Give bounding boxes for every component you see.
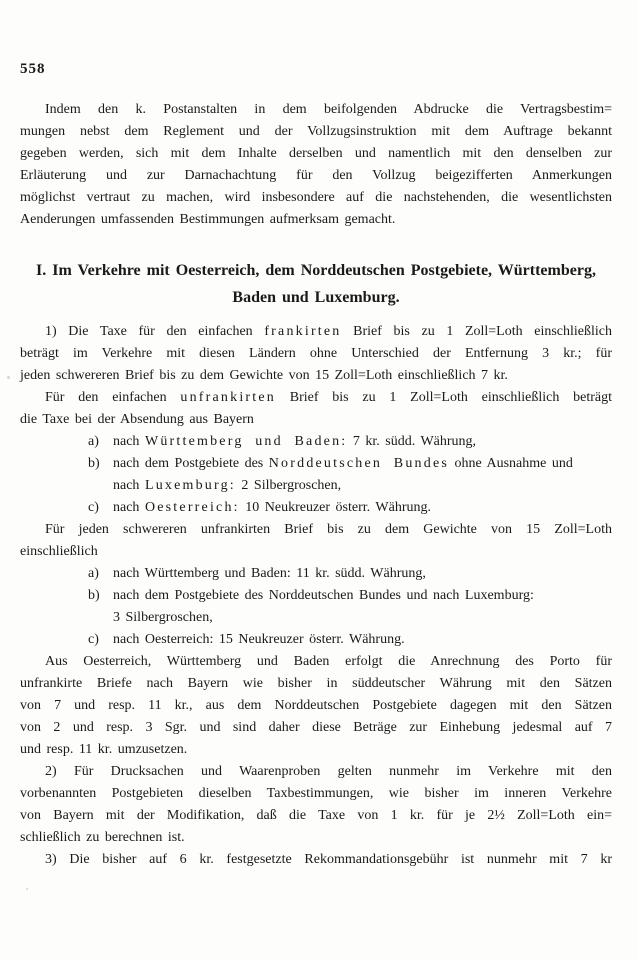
text-segment: 3 Silbergroschen, <box>113 610 213 625</box>
text-segment: die Taxe bei der Absendung aus Bayern <box>20 412 254 427</box>
text-line <box>113 607 612 629</box>
list-item <box>20 629 612 651</box>
text-line <box>20 187 612 209</box>
text-line <box>113 585 612 607</box>
paragraph-unfranked-heavy <box>20 519 612 563</box>
text-line <box>20 739 612 761</box>
rate-list-heavy <box>20 563 612 651</box>
text-line <box>20 717 612 739</box>
list-item-label: b) <box>88 588 100 603</box>
text-segment: 3) Die bisher auf 6 kr. festgesetzte Rekommandationsgebühr ist nunmehr mit 7 kr <box>45 852 612 867</box>
text-segment: beträgt im Verkehre mit diesen Ländern ohne Unterschied der Entfernung 3 kr.; für <box>20 346 612 361</box>
text-segment: Für den einfachen <box>45 390 181 405</box>
section-heading-line: I. Im Verkehre mit Oesterreich, dem Norddeutschen Postgebiete, Württemberg, <box>36 262 596 279</box>
text-line <box>20 541 612 563</box>
section-heading-line: Baden und Luxemburg. <box>232 289 400 306</box>
list-item-label: a) <box>88 566 99 581</box>
text-line <box>20 321 612 343</box>
text-segment: nach dem Postgebiete des <box>113 456 269 471</box>
text-line <box>113 563 612 585</box>
text-segment: Für jeden schwereren unfrankirten Brief bis zu dem Gewichte von 15 Zoll=Loth <box>45 522 612 537</box>
text-line <box>20 209 612 231</box>
list-item <box>20 453 612 497</box>
text-line <box>20 695 612 717</box>
text-line <box>113 475 612 497</box>
list-item-label: b) <box>88 456 100 471</box>
text-segment: Aenderungen umfassenden Bestimmungen aufmerksam gemacht. <box>20 212 396 227</box>
text-line <box>113 431 612 453</box>
list-item <box>20 431 612 453</box>
text-segment: 2) Für Drucksachen und Waarenproben gelten nunmehr im Verkehre mit den <box>45 764 612 779</box>
text-segment: nach Württemberg und Baden: 11 kr. südd. Währung, <box>113 566 426 581</box>
emphasized-word: Luxemburg: <box>144 478 236 493</box>
text-line <box>20 761 612 783</box>
text-line <box>20 409 612 431</box>
text-line <box>20 121 612 143</box>
text-segment: jeden schwereren Brief bis zu dem Gewichte von 15 Zoll=Loth einschließlich 7 kr. <box>20 368 508 383</box>
paragraph-tax-3 <box>20 849 612 871</box>
text-line <box>20 365 612 387</box>
text-segment: ohne Ausnahme und <box>449 456 573 471</box>
text-segment: 10 Neukreuzer österr. Währung. <box>239 500 431 515</box>
text-line <box>20 143 612 165</box>
section-heading <box>20 257 612 311</box>
text-segment: Aus Oesterreich, Württemberg und Baden erfolgt die Anrechnung des Porto für <box>45 654 612 669</box>
text-line <box>20 343 612 365</box>
text-line <box>113 497 612 519</box>
list-item <box>20 563 612 585</box>
emphasized-word: Württemberg und Baden: <box>144 434 348 449</box>
text-line <box>20 827 612 849</box>
text-segment: 7 kr. südd. Währung, <box>347 434 477 449</box>
paragraph-tax-2 <box>20 761 612 849</box>
text-line <box>20 519 612 541</box>
text-segment: nach dem Postgebiete des Norddeutschen Bundes und nach Luxemburg: <box>113 588 534 603</box>
text-segment: Indem den k. Postanstalten in dem beifolgenden Abdrucke die Vertragsbestim= <box>45 102 612 117</box>
text-segment: nach <box>113 434 145 449</box>
list-item-label: a) <box>88 434 99 449</box>
text-segment: vorbenannten Postgebieten dieselben Taxbestimmungen, wie bisher im inneren Verkehre <box>20 786 612 801</box>
text-segment: Brief bis zu 1 Zoll=Loth einschließlich <box>341 324 612 339</box>
text-line <box>113 629 612 651</box>
text-segment: Erläuterung und zur Darnachachtung für den Vollzug beigezifferten Anmerkungen <box>20 168 612 183</box>
text-segment: Brief bis zu 1 Zoll=Loth einschließlich beträgt <box>275 390 612 405</box>
text-segment: 1) Die Taxe für den einfachen <box>45 324 265 339</box>
text-segment: schließlich zu berechnen ist. <box>20 830 185 845</box>
emphasized-word: unfrankirten <box>180 390 276 405</box>
text-segment: mungen nebst dem Reglement und der Vollzugsinstruktion mit dem Auftrage bekannt <box>20 124 612 139</box>
paragraph-unfranked-simple <box>20 387 612 431</box>
rate-list-simple <box>20 431 612 519</box>
text-segment: von Bayern mit der Modifikation, daß die Taxe von 1 kr. für je 2½ Zoll=Loth ein= <box>20 808 612 823</box>
scan-speck <box>7 376 10 379</box>
list-item <box>20 497 612 519</box>
text-segment: unfrankirte Briefe nach Bayern wie bisher in süddeutscher Währung mit den Sätzen <box>20 676 612 691</box>
text-segment: von 7 und resp. 11 kr., aus dem Norddeutschen Postgebiete dagegen mit den Sätzen <box>20 698 612 713</box>
text-line <box>20 165 612 187</box>
list-item-label: c) <box>88 632 99 647</box>
text-line <box>20 673 612 695</box>
text-line <box>20 99 612 121</box>
emphasized-word: Oesterreich: <box>144 500 240 515</box>
paragraph-conversion <box>20 651 612 761</box>
text-segment: nach Oesterreich: 15 Neukreuzer österr. Währung. <box>113 632 405 647</box>
text-segment: und resp. 11 kr. umzusetzen. <box>20 742 188 757</box>
emphasized-word: Norddeutschen Bundes <box>268 456 450 471</box>
text-line <box>20 651 612 673</box>
list-item-label: c) <box>88 500 99 515</box>
list-item <box>20 585 612 629</box>
text-segment: 2 Silbergroschen, <box>235 478 342 493</box>
text-line <box>20 805 612 827</box>
intro-paragraph <box>20 99 612 231</box>
text-line <box>20 387 612 409</box>
emphasized-word: frankirten <box>264 324 342 339</box>
text-segment: einschließlich <box>20 544 98 559</box>
text-segment: von 2 und resp. 3 Sgr. und sind daher diese Beträge zur Einhebung jedesmal auf 7 <box>20 720 612 735</box>
text-segment: nach <box>113 478 145 493</box>
paragraph-tax-1 <box>20 321 612 387</box>
text-segment: gegeben werden, sich mit dem Inhalte derselben und namentlich mit den denselben zur <box>20 146 612 161</box>
text-segment: nach <box>113 500 145 515</box>
text-segment: möglichst vertraut zu machen, wird insbesondere auf die nachstehenden, die wesentlichsten <box>20 190 612 205</box>
scan-speck <box>26 888 28 890</box>
page-number: 558 <box>20 61 46 77</box>
text-line <box>20 849 612 871</box>
text-line <box>113 453 612 475</box>
text-line <box>20 783 612 805</box>
